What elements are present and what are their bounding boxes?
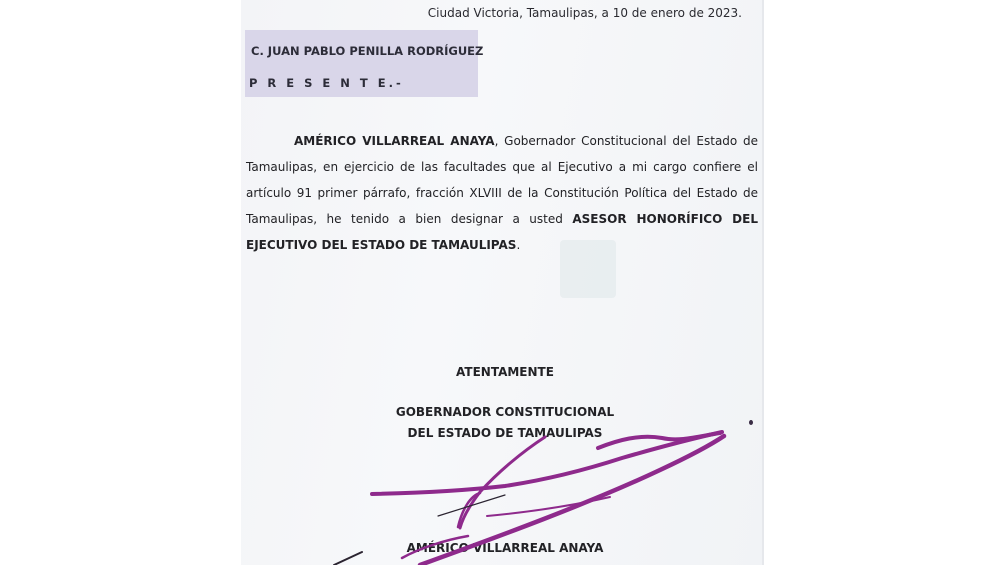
signer-title-line-1: GOBERNADOR CONSTITUCIONAL: [395, 405, 615, 419]
body-text-1: , Gobernador Constitucional del Estado de Tamaulipas, en ejercicio de las facultades que al Ejecutivo a mi cargo confiere el artículo 91 primer párrafo, fracción XLVIII de la Constitución Política del Estado de Tamaulipas, he tenido a bien designar a usted: [246, 134, 759, 226]
greeting: P R E S E N T E.-: [249, 76, 404, 90]
signer-name: AMÉRICO VILLARREAL ANAYA: [406, 541, 604, 555]
date-line: Ciudad Victoria, Tamaulipas, a 10 de enero de 2023.: [427, 6, 742, 20]
ink-dot: [749, 420, 753, 425]
body-paragraph: [246, 128, 758, 258]
signer-name-inline: AMÉRICO VILLARREAL ANAYA: [294, 134, 495, 148]
addressee-name: C. JUAN PABLO PENILLA RODRÍGUEZ: [251, 44, 484, 58]
appointment-title: ASESOR HONORÍFICO DEL EJECUTIVO DEL ESTADO DE TAMAULIPAS: [246, 212, 758, 252]
paper-stain: [560, 240, 616, 298]
closing-salutation: ATENTAMENTE: [456, 365, 554, 379]
page-edge: [762, 0, 764, 565]
signer-title-line-2: DEL ESTADO DE TAMAULIPAS: [407, 426, 603, 440]
body-text-2: .: [516, 238, 521, 252]
